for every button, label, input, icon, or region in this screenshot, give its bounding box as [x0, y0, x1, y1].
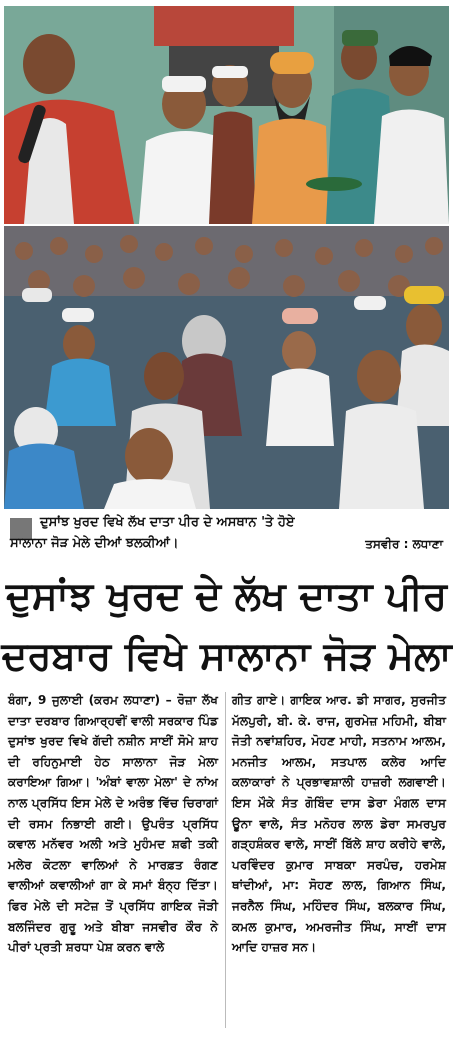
headline-line-2: ਦਰਬਾਰ ਵਿਖੇ ਸਾਲਾਨਾ ਜੋੜ ਮੇਲਾ: [1, 634, 452, 679]
article-column-left: ਬੰਗਾ, 9 ਜੁਲਾਈ (ਕਰਮ ਲਧਾਣਾ) – ਰੋਜ਼ਾ ਲੱਖ ਦਾਤਾ ਦਰਬਾਰ ਗਿਆਰ੍ਹਵੀਂ ਵਾਲੀ ਸਰਕਾਰ ਪਿੰਡ ਦੁਸਾਂਝ ਖੁਰਦ ਵਿਖੇ ਗੱਦੀ ਨਸ਼ੀਨ ਸਾਈਂ ਸੋਮੇ ਸ਼ਾਹ ਦੀ ਰਹਿਨੁਮਾਈ ਹੇਠ ਸਾਲਾਨਾ ਜੋੜ ਮੇਲਾ ਕਰਾਇਆ ਗਿਆ। 'ਅੰਬਾਂ ਵਾਲਾ ਮੇਲਾ' ਦੇ ਨਾਂਅ ਨਾਲ ਪ੍ਰਸਿੱਧ ਇਸ ਮੇਲੇ ਦੇ ਅਰੰਭ ਵਿੱਚ ਚਿਰਾਗਾਂ ਦੀ ਰਸਮ ਨਿਭਾਈ ਗਈ। ਉਪਰੰਤ ਪ੍ਰਸਿੱਧ ਕਵਾਲ ਮਨੱਵਰ ਅਲੀ ਅਤੇ ਮੁਹੰਮਦ ਸ਼ਫੀ ਤਕੀ ਮਲੇਰ ਕੋਟਲਾ ਵਾਲਿਆਂ ਨੇ ਮਾਰਫ਼ਤ ਰੰਗਣ ਵਾਲੀਆਂ ਕਵਾਲੀਆਂ ਗਾ ਕੇ ਸਮਾਂ ਬੰਨ੍ਹ ਦਿੱਤਾ। ਫਿਰ ਮੇਲੇ ਦੀ ਸਟੇਜ਼ ਤੋਂ ਪ੍ਰਸਿੱਧ ਗਾਇਕ ਜੋੜੀ ਬਲਜਿੰਦਰ ਗੁਰੂ ਅਤੇ ਬੀਬਾ ਜਸਵੀਰ ਕੌਰ ਨੇ ਪੀਰਾਂ ਪ੍ਰਤੀ ਸ਼ਰਧਾ ਪੇਸ਼ ਕਰਨ ਵਾਲੇ: [8, 693, 218, 955]
crowd-photo: [4, 226, 449, 509]
column-divider: [225, 692, 226, 1028]
photo-caption: [4, 512, 449, 562]
crowd-photo-illustration: [4, 226, 449, 509]
caption-line-2: ਸਾਲਾਨਾ ਜੋੜ ਮੇਲੇ ਦੀਆਂ ਝਲਕੀਆਂ।: [10, 536, 179, 551]
headline-line-1: ਦੁਸਾਂਝ ਖੁਰਦ ਦੇ ਲੱਖ ਦਾਤਾ ਪੀਰ: [5, 574, 448, 619]
top-photo: [4, 6, 449, 224]
caption-line-1: ਦੁਸਾਂਝ ਖੁਰਦ ਵਿਖੇ ਲੱਖ ਦਾਤਾ ਪੀਰ ਦੇ ਅਸਥਾਨ 'ਤੇ ਹੋਏ: [40, 515, 295, 530]
photo-credit: ਤਸਵੀਰ : ਲਧਾਣਾ: [365, 537, 443, 551]
top-photo-illustration: [4, 6, 449, 224]
article-column-right: ਗੀਤ ਗਾਏ। ਗਾਇਕ ਆਰ. ਡੀ ਸਾਗਰ, ਸੁਰਜੀਤ ਮੱਲਪੁਰੀ, ਬੀ. ਕੇ. ਰਾਜ, ਗੁਰਮੇਜ਼ ਮਹਿਮੀ, ਬੀਬਾ ਜੋਤੀ ਨਵਾਂਸ਼ਹਿਰ, ਮੋਹਣ ਮਾਹੀ, ਸਤਨਾਮ ਆਲਮ, ਮਨਜੀਤ ਆਲਮ, ਸਤਪਾਲ ਕਲੇਰ ਆਦਿ ਕਲਾਕਾਰਾਂ ਨੇ ਪ੍ਰਭਾਵਸ਼ਾਲੀ ਹਾਜ਼ਰੀ ਲਗਵਾਈ। ਇਸ ਮੌਕੇ ਸੰਤ ਗੋਬਿੰਦ ਦਾਸ ਡੇਰਾ ਮੰਗਲ ਦਾਸ ਊਨਾ ਵਾਲੇ, ਸੰਤ ਮਨੋਹਰ ਲਾਲ ਡੇਰਾ ਸਮਰਪੁਰ ਗੜ੍ਹਸ਼ੰਕਰ ਵਾਲੇ, ਸਾਈਂ ਬਿੱਲੇ ਸ਼ਾਹ ਕਰੀਹੇ ਵਾਲੇ, ਪਰਵਿੰਦਰ ਕੁਮਾਰ ਸਾਬਕਾ ਸਰਪੰਚ, ਹਰਮੇਸ਼ ਥਾਂਦੀਆਂ, ਮਾ: ਸੋਹਣ ਲਾਲ, ਗਿਆਨ ਸਿੰਘ, ਜਰਨੈਲ ਸਿੰਘ, ਮਹਿੰਦਰ ਸਿੰਘ, ਬਲਕਾਰ ਸਿੰਘ, ਕਮਲ ਕੁਮਾਰ, ਅਮਰਜੀਤ ਸਿੰਘ, ਸਾਈਂ ਦਾਸ ਆਦਿ ਹਾਜ਼ਰ ਸਨ।: [232, 693, 446, 955]
